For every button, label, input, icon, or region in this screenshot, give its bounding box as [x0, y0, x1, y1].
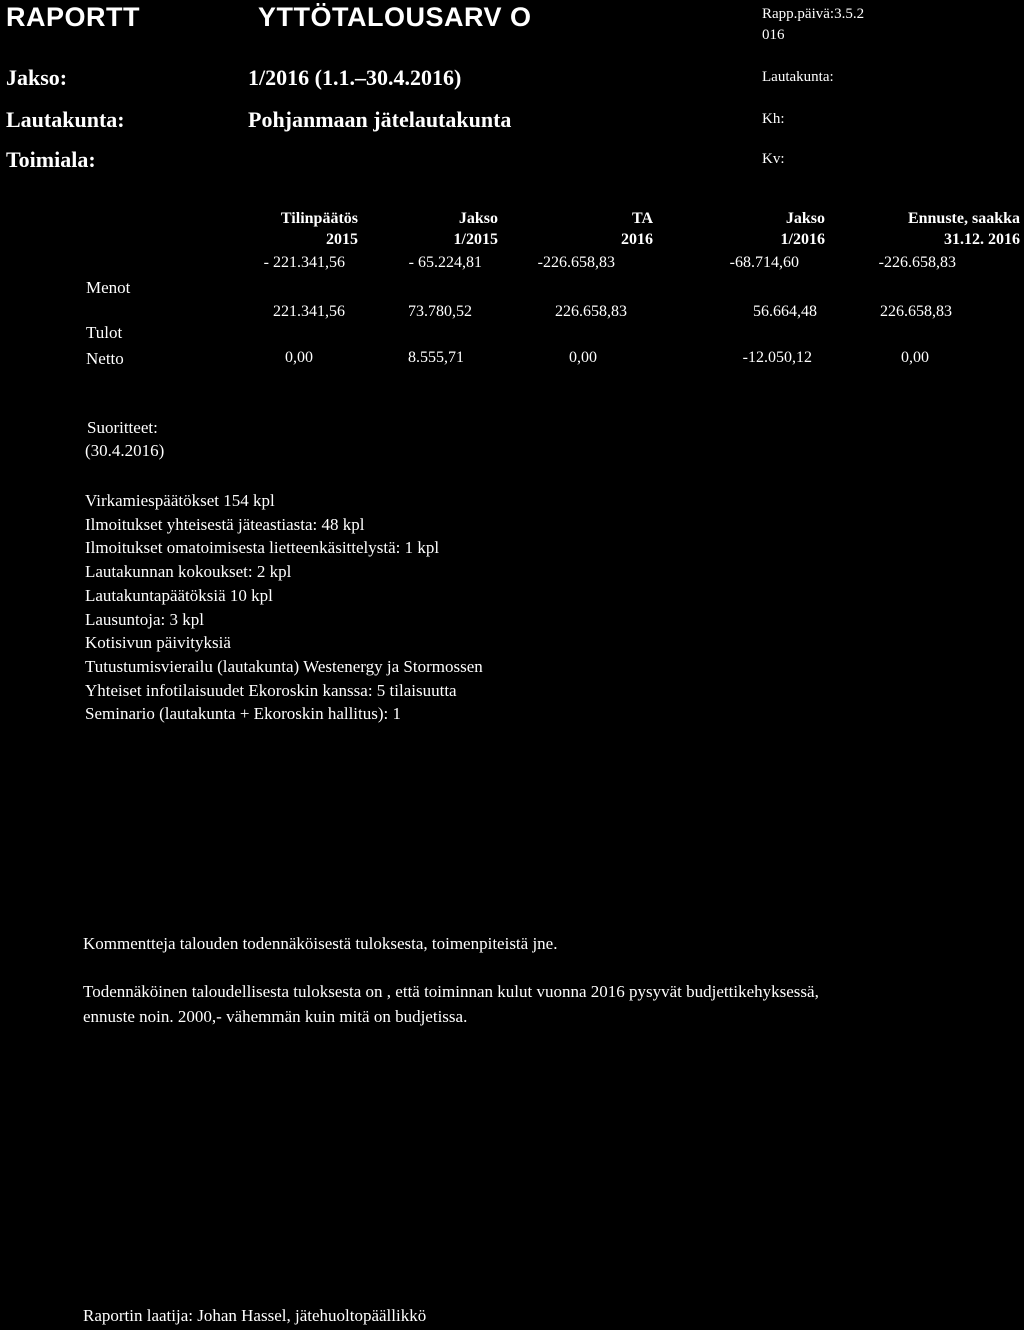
col-header-ennuste: Ennuste, saakka 31.12. 2016 [907, 210, 1020, 248]
row-label-netto: Netto [86, 349, 124, 368]
field-right-label-lautakunta: Lautakunta: [762, 69, 834, 85]
report-title-right: YTTÖTALOUSARV O [258, 2, 532, 32]
table-cell: 0,00 [569, 349, 597, 366]
field-right-label-kv: Kv: [762, 151, 785, 167]
table-cell: 73.780,52 [408, 303, 472, 320]
list-item: Seminario (lautakunta + Ekoroskin hallitus): 1 [85, 704, 402, 724]
list-item: Yhteiset infotilaisuudet Ekoroskin kanssa: 5 tilaisuutta [85, 680, 457, 700]
field-right-label-kh: Kh: [762, 111, 785, 127]
table-cell: -12.050,12 [742, 349, 812, 366]
table-cell: 226.658,83 [880, 303, 952, 320]
report-date-line1: Rapp.päivä:3.5.2 [762, 6, 865, 22]
suoritteet-date: (30.4.2016) [85, 441, 165, 460]
field-label-lautakunta: Lautakunta: [6, 107, 125, 132]
table-cell: 226.658,83 [555, 303, 627, 320]
table-cell: - 65.224,81 [408, 254, 482, 271]
comments-line-2: ennuste noin. 2000,- vähemmän kuin mitä on budjetissa. [83, 1007, 468, 1026]
col-header-tilinpaatos: Tilinpäätös 2015 [280, 210, 358, 248]
list-item: Lausuntoja: 3 kpl [85, 609, 204, 629]
table-cell: 8.555,71 [408, 349, 464, 366]
field-label-toimiala: Toimiala: [6, 147, 96, 172]
list-item: Lautakuntapäätöksiä 10 kpl [85, 585, 273, 605]
col-header-jakso-2015: Jakso 1/2015 [453, 210, 498, 248]
table-cell: - 221.341,56 [263, 254, 345, 271]
table-cell: -68.714,60 [729, 254, 799, 271]
suoritteet-list [85, 489, 483, 726]
table-cell: 56.664,48 [753, 303, 817, 320]
suoritteet-title: Suoritteet: [87, 418, 158, 437]
list-item: Ilmoitukset omatoimisesta lietteenkäsittelystä: 1 kpl [85, 538, 440, 558]
col-header-ta-2016: TA 2016 [621, 210, 653, 248]
report-author: Raportin laatija: Johan Hassel, jätehuoltopäällikkö [83, 1306, 427, 1325]
row-label-tulot: Tulot [86, 323, 123, 342]
field-value-jakso: 1/2016 (1.1.–30.4.2016) [248, 65, 462, 90]
report-title-left: RAPORTT [6, 2, 140, 32]
list-item: Virkamiespäätökset 154 kpl [85, 491, 275, 510]
table-cell: 221.341,56 [273, 303, 345, 320]
table-cell: -226.658,83 [878, 254, 956, 271]
row-label-menot: Menot [86, 278, 131, 297]
list-item: Lautakunnan kokoukset: 2 kpl [85, 562, 292, 582]
list-item: Ilmoitukset yhteisestä jäteastiasta: 48 kpl [85, 514, 365, 534]
comments-line-1: Todennäköinen taloudellisesta tuloksesta on , että toiminnan kulut vuonna 2016 pysyvät budjettikehyksessä, [83, 982, 819, 1001]
table-cell: -226.658,83 [537, 254, 615, 271]
report-date-line2: 016 [762, 27, 785, 43]
field-label-jakso: Jakso: [6, 65, 68, 90]
table-cell: 0,00 [901, 349, 929, 366]
col-header-jakso-2016: Jakso 1/2016 [780, 210, 825, 248]
comments-heading: Kommentteja talouden todennäköisestä tuloksesta, toimenpiteistä jne. [83, 934, 558, 953]
field-value-lautakunta: Pohjanmaan jätelautakunta [248, 107, 512, 132]
list-item: Tutustumisvierailu (lautakunta) Westenergy ja Stormossen [85, 656, 483, 676]
list-item: Kotisivun päivityksiä [85, 633, 231, 653]
table-cell: 0,00 [285, 349, 313, 366]
